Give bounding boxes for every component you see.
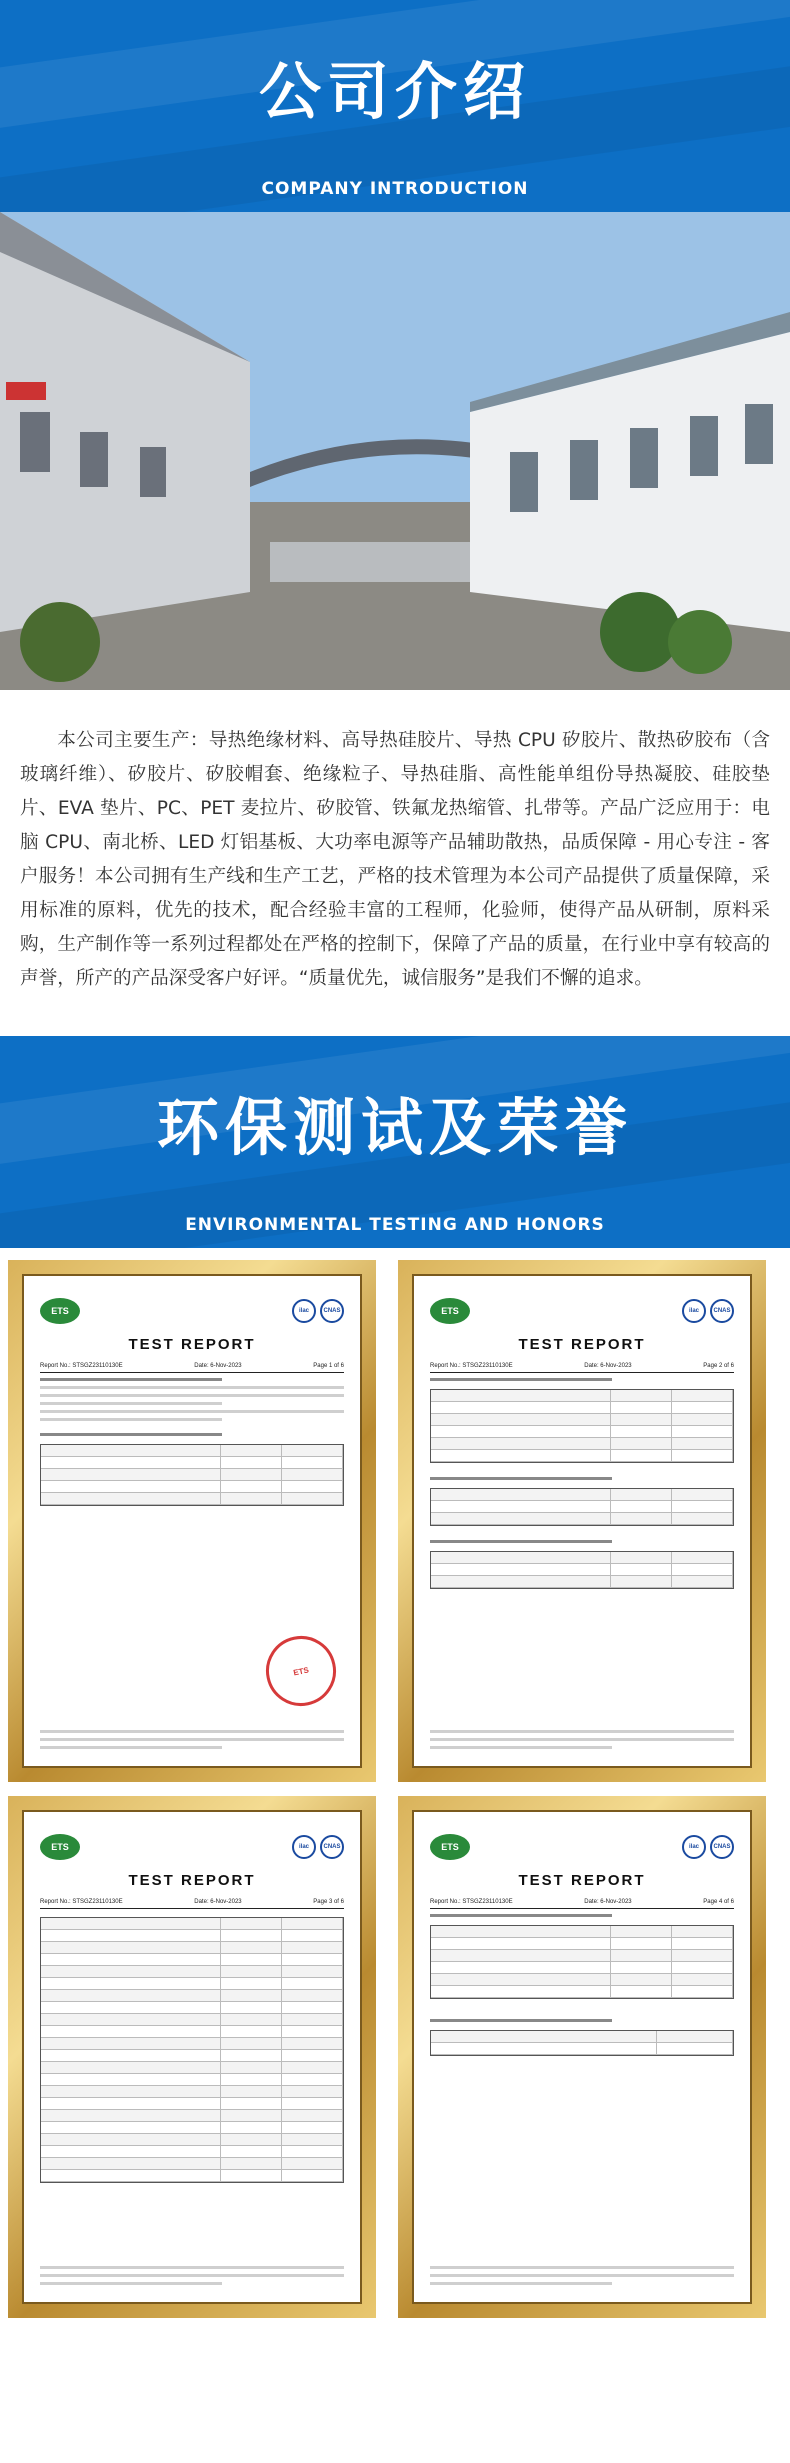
- report-table: [40, 1444, 344, 1506]
- report-page: Page 3 of 6: [313, 1899, 344, 1905]
- report-number: Report No.: STSGZ23110130E: [430, 1363, 513, 1369]
- report-table: [40, 1917, 344, 2183]
- ilac-mra-logo: ilac: [292, 1299, 316, 1323]
- cnas-logo: CNAS: [710, 1835, 734, 1859]
- company-intro-text: 本公司主要生产：导热绝缘材料、高导热硅胶片、导热 CPU 矽胶片、散热矽胶布（含玻璃纤维）、矽胶片、矽胶帽套、绝缘粒子、导热硅脂、高性能单组份导热凝胶、硅胶垫片、EVA 垫片、PC、PET 麦拉片、矽胶管、铁氟龙热缩管、扎带等。产品广泛应用于：电脑 CPU、南北桥、LED 灯铝基板、大功率电源等产品辅助散热，品质保障 - 用心专注 - 客户服务！本公司拥有生产线和生产工艺，严格的技术管理为本公司产品提供了质量保障，采用标准的原料，优先的技术，配合经验丰富的工程师，化验师，使得产品从研制，原料采购，生产制作等一系列过程都处在严格的控制下，保障了产品的质量，在行业中享有较高的声誉，所产的产品深受客户好评。“质量优先，诚信服务”是我们不懈的追求。: [20, 730, 770, 989]
- company-intro-banner: [0, 0, 790, 212]
- certificate-frame[interactable]: [398, 1260, 766, 1782]
- report-table: [430, 1488, 734, 1526]
- ilac-mra-logo: ilac: [292, 1835, 316, 1859]
- report-title: TEST REPORT: [518, 1872, 646, 1889]
- report-title: TEST REPORT: [128, 1872, 256, 1889]
- report-date: Date: 6-Nov-2023: [194, 1363, 242, 1369]
- report-table: [430, 1551, 734, 1589]
- cnas-logo: CNAS: [320, 1299, 344, 1323]
- lab-logo: ETS: [430, 1834, 470, 1860]
- report-number: Report No.: STSGZ23110130E: [40, 1363, 123, 1369]
- certificate-frame[interactable]: [398, 1796, 766, 2318]
- report-table: [430, 1925, 734, 1999]
- section-title: 公司介绍: [258, 55, 531, 128]
- certificate-frame[interactable]: [8, 1260, 376, 1782]
- report-table: [430, 2030, 734, 2056]
- env-testing-banner: [0, 1036, 790, 1248]
- report-page: Page 2 of 6: [703, 1363, 734, 1369]
- report-page: Page 4 of 6: [703, 1899, 734, 1905]
- section-subtitle: COMPANY INTRODUCTION: [261, 179, 529, 199]
- ilac-mra-logo: ilac: [682, 1299, 706, 1323]
- section-title: 环保测试及荣誉: [156, 1091, 633, 1164]
- lab-logo: ETS: [430, 1298, 470, 1324]
- report-date: Date: 6-Nov-2023: [584, 1363, 632, 1369]
- report-title: TEST REPORT: [518, 1336, 646, 1353]
- section-subtitle: ENVIRONMENTAL TESTING AND HONORS: [185, 1215, 605, 1235]
- report-number: Report No.: STSGZ23110130E: [40, 1899, 123, 1905]
- lab-logo: ETS: [40, 1834, 80, 1860]
- report-date: Date: 6-Nov-2023: [584, 1899, 632, 1905]
- certificate-grid: [0, 1248, 790, 2331]
- cnas-logo: CNAS: [320, 1835, 344, 1859]
- factory-photo: [0, 212, 790, 690]
- lab-logo: ETS: [40, 1298, 80, 1324]
- report-title: TEST REPORT: [128, 1336, 256, 1353]
- cnas-logo: CNAS: [710, 1299, 734, 1323]
- report-page: Page 1 of 6: [313, 1363, 344, 1369]
- official-seal: ETS: [259, 1629, 342, 1712]
- report-number: Report No.: STSGZ23110130E: [430, 1899, 513, 1905]
- ilac-mra-logo: ilac: [682, 1835, 706, 1859]
- report-date: Date: 6-Nov-2023: [194, 1899, 242, 1905]
- certificate-frame[interactable]: [8, 1796, 376, 2318]
- report-table: [430, 1389, 734, 1463]
